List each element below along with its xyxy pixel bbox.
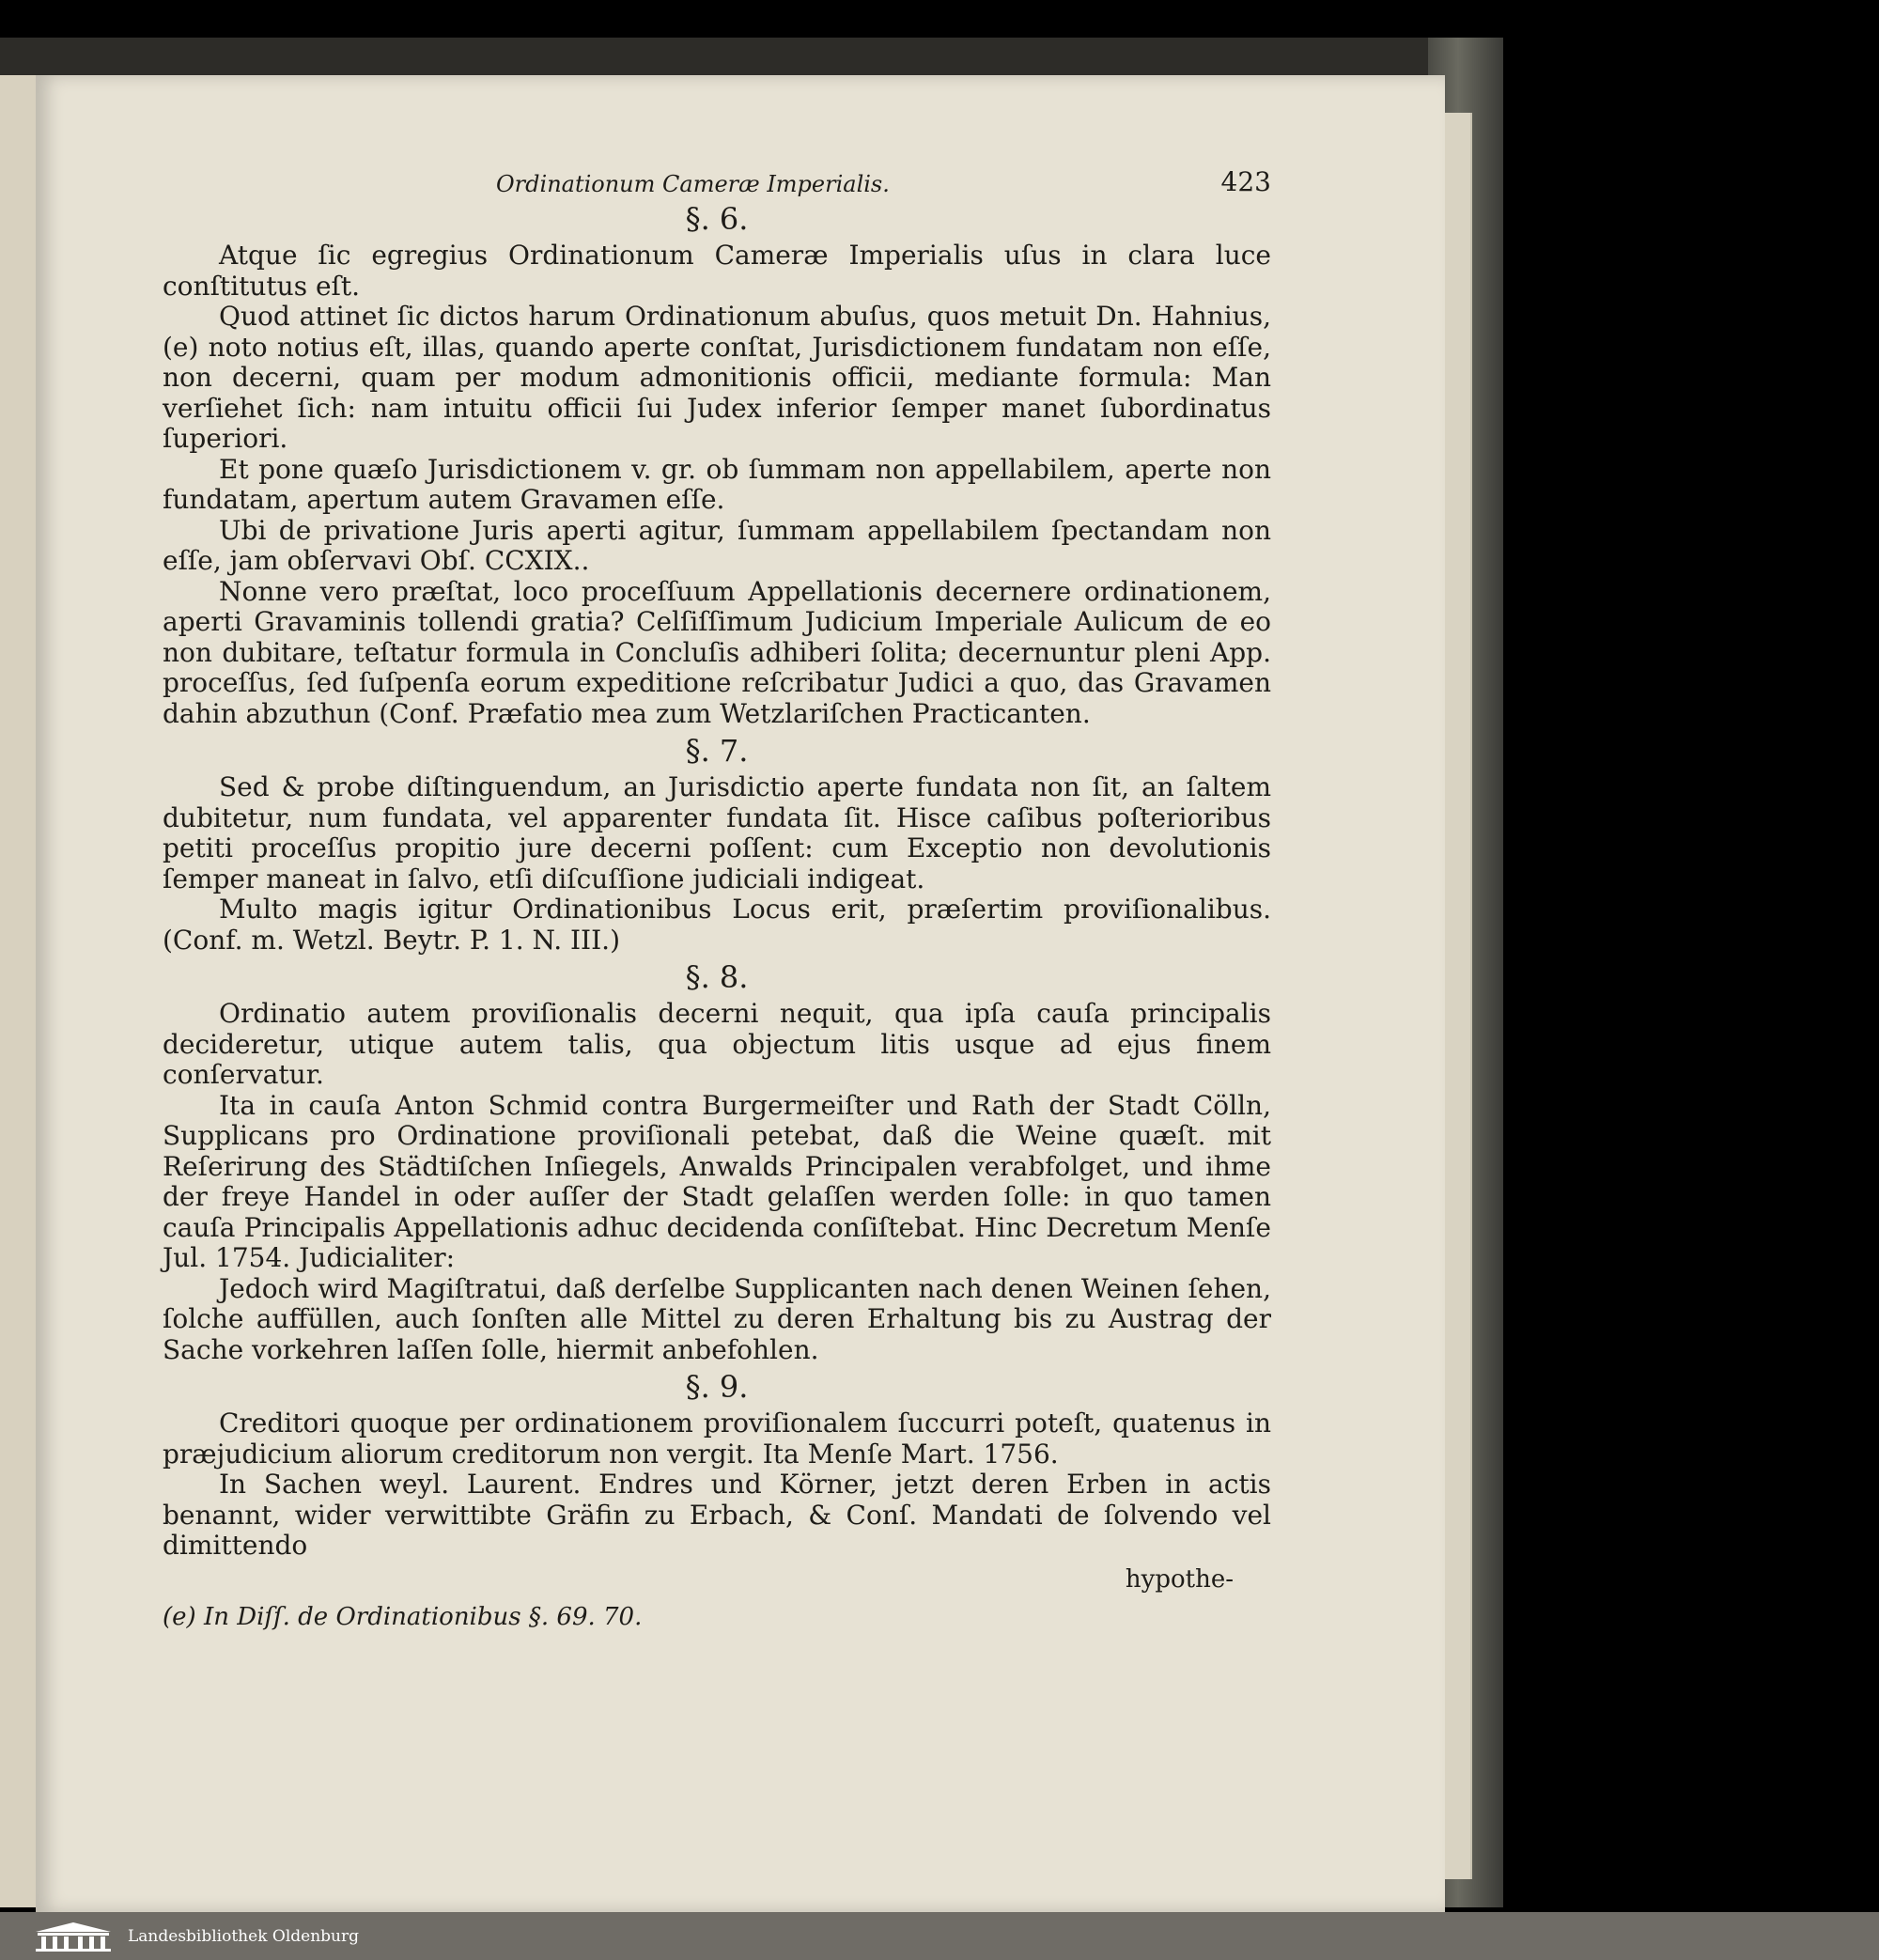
paragraph: Quod attinet ſic dictos harum Ordinationum abuſus, quos metuit Dn. Hahnius, (e) noto notius eſt, illas, quando aperte conſtat, Jurisdictionem fundatam non eſſe, non decerni, quam per modum admonitionis officii, mediante formula: Man verſiehet ſich: nam intuitu officii ſui Judex inferior ſemper manet ſubordinatus ſuperiori. <box>163 301 1271 454</box>
paragraph: In Sachen weyl. Laurent. Endres und Körner, jetzt deren Erben in actis benannt, wider verwittibte Gräfin zu Erbach, & Conſ. Mandati de ſolvendo vel dimittendo <box>163 1469 1271 1561</box>
page-stack-edge <box>1442 113 1472 1879</box>
paragraph: Multo magis igitur Ordinationibus Locus erit, præſertim proviſionalibus. (Conf. m. Wetzl. Beytr. P. 1. N. III.) <box>163 894 1271 956</box>
viewer-footer <box>0 1912 1879 1960</box>
running-title: Ordinationum Cameræ Imperialis. <box>496 171 890 197</box>
library-name: Landesbibliothek Oldenburg <box>128 1926 360 1946</box>
paragraph: Ita in cauſa Anton Schmid contra Burgermeiſter und Rath der Stadt Cölln, Supplicans pro Ordinatione proviſionali petebat, daß die Weine quæſt. mit Reſerirung des Städtiſchen Inſiegels, Anwalds Principalen verabfolget, und ihme der freye Handel in oder auſſer der Stadt gelaſſen werden ſolle: in quo tamen cauſa Principalis Appellationis adhuc decidenda conſiſtebat. Hinc Decretum Menſe Jul. 1754. Judicialiter: <box>163 1089 1271 1273</box>
library-building-icon <box>26 1921 120 1952</box>
section-heading: §. 8. <box>685 959 749 995</box>
paragraph: Et pone quæſo Jurisdictionem v. gr. ob ſummam non appellabilem, aperte non fundatam, apertum autem Gravamen eſſe. <box>163 453 1271 515</box>
page-text <box>163 160 1271 1631</box>
page-number: 423 <box>1220 166 1271 197</box>
paragraph: Ubi de privatione Juris aperti agitur, ſummam appellabilem ſpectandam non eſſe, jam obſervavi Obſ. CCXIX.. <box>163 514 1271 576</box>
paragraph: Creditori quoque per ordinationem proviſionalem ſuccurri poteſt, quatenus in præjudicium aliorum creditorum non vergit. Ita Menſe Mart. 1756. <box>163 1408 1271 1470</box>
scanned-page <box>36 75 1445 1912</box>
paragraph: Ordinatio autem proviſionalis decerni nequit, qua ipſa cauſa principalis decideretur, utique autem talis, qua objectum litis usque ad ejus finem conſervatur. <box>163 998 1271 1090</box>
body-text <box>163 197 1271 1562</box>
paragraph: Atque ſic egregius Ordinationum Cameræ Imperialis uſus in clara luce conſtitutus eſt. <box>163 240 1271 302</box>
section-heading: §. 7. <box>685 733 749 769</box>
paragraph: Jedoch wird Magiſtratui, daß derſelbe Supplicanten nach denen Weinen ſehen, ſolche auffüllen, auch ſonſten alle Mittel zu deren Erhaltung bis zu Austrag der Sache vorkehren laſſen ſolle, hiermit anbefohlen. <box>163 1272 1271 1365</box>
section-heading: §. 6. <box>685 201 749 237</box>
catchword: hypothe- <box>1125 1564 1234 1594</box>
paragraph: Sed & probe diſtinguendum, an Jurisdictio aperte fundata non ſit, an ſaltem dubitetur, num fundata, vel apparenter fundata ſit. Hisce caſibus poſterioribus petiti proceſſus propitio jure decerni poſſent: cum Exceptio non devolutionis ſemper maneat in ſalvo, etſi diſcuſſione judiciali indigeat. <box>163 771 1271 894</box>
left-page-edge <box>0 75 39 1907</box>
page-header <box>163 160 1271 197</box>
paragraph: Nonne vero præſtat, loco proceſſuum Appellationis decernere ordinationem, aperti Gravaminis tollendi gratia? Celſiſſimum Judicium Imperiale Aulicum de eo non dubitare, teſtatur formula in Concluſis adhiberi ſolita; decernuntur pleni App. proceſſus, ſed ſuſpenſa eorum expeditione reſcribatur Judici a quo, das Gravamen dahin abzuthun (Conf. Præfatio mea zum Wetzlariſchen Practicanten. <box>163 575 1271 729</box>
footnote: (e) In Diſſ. de Ordinationibus §. 69. 70. <box>163 1602 643 1631</box>
section-heading: §. 9. <box>685 1369 749 1405</box>
